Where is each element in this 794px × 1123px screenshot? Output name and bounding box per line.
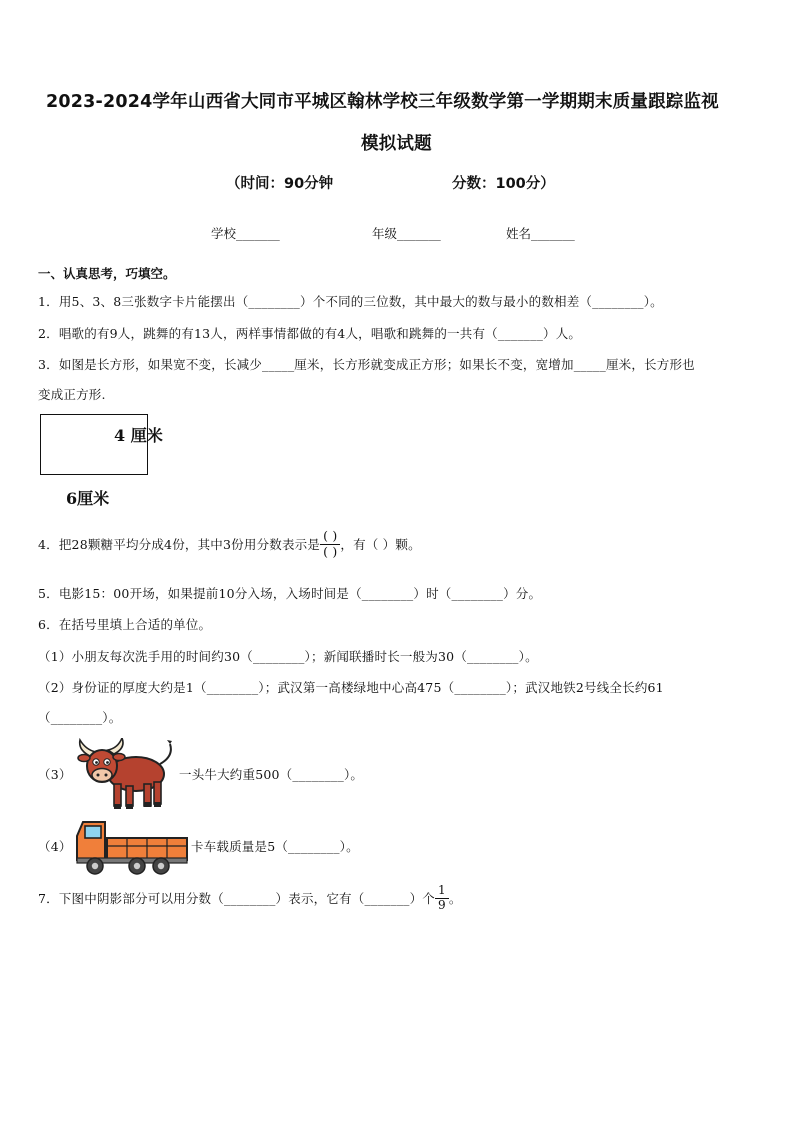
school-field: 学校_______ bbox=[211, 226, 280, 241]
question-7-tail: 。 bbox=[448, 891, 462, 906]
page-title-line1: 2023-2024学年山西省大同市平城区翰林学校三年级数学第一学期期末质量跟踪监视 bbox=[46, 92, 719, 112]
question-6: 6．在括号里填上合适的单位。 bbox=[38, 617, 212, 632]
grade-field: 年级_______ bbox=[372, 226, 441, 241]
fraction-one-ninth bbox=[435, 884, 449, 913]
question-6-4-label: （4） bbox=[38, 839, 72, 854]
page-title-line2: 模拟试题 bbox=[361, 134, 432, 154]
bull-icon bbox=[74, 738, 180, 812]
fraction-numerator: 1 bbox=[435, 884, 449, 899]
question-2: 2．唱歌的有9人，跳舞的有13人，两样事情都做的有4人，唱歌和跳舞的一共有（_______）人。 bbox=[38, 326, 582, 341]
question-6-2-line1: （2）身份证的厚度大约是1（________）；武汉第一高楼绿地中心高475（________）；武汉地铁2号线全长约61 bbox=[38, 680, 664, 695]
question-6-3-label: （3） bbox=[38, 767, 72, 782]
exam-score: 分数：100分） bbox=[452, 176, 555, 192]
rectangle-width-label: 4 厘米 bbox=[114, 426, 163, 445]
question-4 bbox=[38, 522, 421, 566]
truck-icon bbox=[75, 816, 189, 876]
rectangle-length-label: 6厘米 bbox=[66, 489, 110, 508]
fraction-blank bbox=[320, 529, 340, 559]
fraction-denominator: ( ) bbox=[323, 543, 338, 559]
name-field: 姓名_______ bbox=[506, 226, 575, 241]
question-5: 5．电影15：00开场，如果提前10分入场，入场时间是（________）时（________）分。 bbox=[38, 586, 542, 601]
question-4-text: 4．把28颗糖平均分成4份，其中3份用分数表示是 bbox=[38, 537, 321, 552]
exam-time: （时间：90分钟 bbox=[226, 176, 334, 192]
question-6-4-text: 卡车载质量是5（________）。 bbox=[191, 839, 359, 854]
question-3-line2: 变成正方形. bbox=[38, 387, 106, 402]
question-4-tail: ，有（ ）颗。 bbox=[340, 537, 421, 552]
question-7 bbox=[38, 878, 462, 918]
question-6-1: （1）小朋友每次洗手用的时间约30（________）；新闻联播时长一般为30（________）。 bbox=[38, 649, 538, 664]
question-6-2-line2: （________）。 bbox=[38, 710, 122, 725]
question-6-3-text: 一头牛大约重500（________）。 bbox=[179, 767, 364, 782]
fraction-denominator: 9 bbox=[438, 897, 446, 912]
question-3-line1: 3．如图是长方形，如果宽不变，长减少_____厘米，长方形就变成正方形；如果长不变，宽增加_____厘米，长方形也 bbox=[38, 357, 695, 372]
fraction-numerator: ( ) bbox=[320, 529, 340, 544]
question-1: 1．用5、3、8三张数字卡片能摆出（________）个不同的三位数，其中最大的数与最小的数相差（________）。 bbox=[38, 294, 663, 309]
section-title: 一、认真思考，巧填空。 bbox=[38, 266, 176, 281]
question-7-text: 7．下图中阴影部分可以用分数（________）表示，它有（_______）个 bbox=[38, 891, 436, 906]
